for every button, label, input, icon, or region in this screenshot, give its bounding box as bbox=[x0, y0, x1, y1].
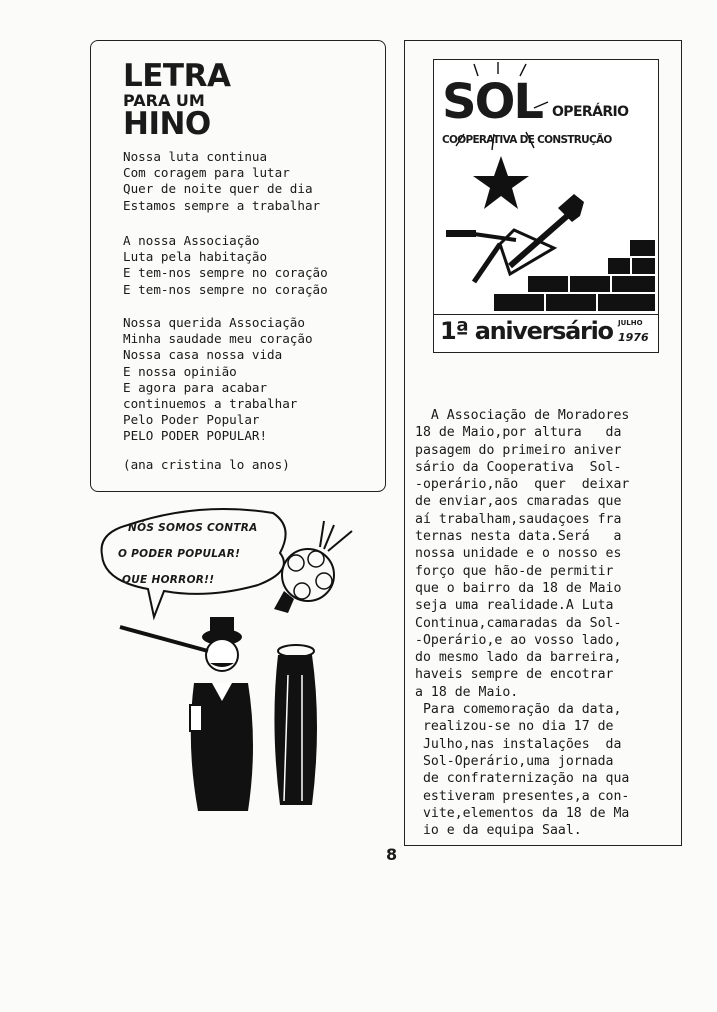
anniversary-label: 1ª aniversário bbox=[440, 317, 613, 345]
man-figure bbox=[120, 617, 253, 811]
poem-line: Nossa casa nossa vida bbox=[123, 347, 283, 363]
article-line: Sol-Operário,uma jornada bbox=[415, 753, 614, 769]
poem-line: E agora para acabar bbox=[123, 379, 268, 395]
logo-name-suffix: OPERÁRIO bbox=[552, 104, 629, 120]
article-line: nossa unidade e o nosso es bbox=[415, 546, 622, 562]
poem-line: PELO PODER POPULAR! bbox=[123, 428, 268, 444]
poem-line: Pelo Poder Popular bbox=[123, 412, 260, 428]
logo-subtitle: COOPERATIVA DE CONSTRUÇÃO bbox=[442, 134, 612, 146]
anniversary-banner bbox=[434, 314, 658, 352]
article-line: que o bairro da 18 de Maio bbox=[415, 580, 622, 596]
poem-line: Estamos sempre a trabalhar bbox=[123, 197, 321, 213]
article-line: forço que hão-de permitir bbox=[415, 563, 614, 579]
poem-stanza-2 bbox=[123, 233, 328, 298]
article-line: do mesmo lado da barreira, bbox=[415, 650, 622, 666]
poem-title bbox=[123, 58, 231, 142]
logo-name: SOL bbox=[442, 74, 542, 130]
poem-line: Nossa luta continua bbox=[123, 149, 268, 164]
poem-line: Quer de noite quer de dia bbox=[123, 181, 313, 197]
article-text bbox=[415, 407, 677, 839]
poem-line: Com coragem para lutar bbox=[123, 165, 290, 181]
news-box bbox=[404, 40, 682, 846]
bubble-line-3: QUE HORROR!! bbox=[122, 574, 215, 586]
poem-line: E nossa opinião bbox=[123, 363, 237, 379]
poem-line: A nossa Associação bbox=[123, 233, 260, 248]
article-line: Continua,camaradas da Sol- bbox=[415, 615, 622, 631]
poem-line: E tem-nos sempre no coração bbox=[123, 265, 328, 281]
article-line: a 18 de Maio. bbox=[415, 684, 519, 700]
poem-title-line2: PARA UM bbox=[123, 91, 205, 110]
poem-line: Minha saudade meu coração bbox=[123, 331, 313, 347]
woman-figure bbox=[274, 521, 352, 805]
poem-title-line3: HINO bbox=[123, 106, 211, 142]
poem-line: E tem-nos sempre no coração bbox=[123, 281, 328, 297]
article-line: pasagem do primeiro aniver bbox=[415, 442, 622, 458]
article-line: sário da Cooperativa Sol- bbox=[415, 459, 622, 475]
article-line: aí trabalham,saudaçoes fra bbox=[415, 511, 622, 527]
poem-stanza-1 bbox=[123, 149, 320, 214]
article-line: Para comemoração da data, bbox=[415, 702, 622, 718]
poem-title-line1: LETRA bbox=[123, 58, 231, 94]
poem-line: Luta pela habitação bbox=[123, 249, 268, 265]
poem-stanza-3 bbox=[123, 315, 313, 445]
page-number: 8 bbox=[386, 845, 398, 864]
article-line: ternas nesta data.Será a bbox=[415, 529, 622, 545]
poem-line: continuemos a trabalhar bbox=[123, 396, 298, 412]
article-line: -operário,não quer deixar bbox=[415, 477, 630, 493]
article-line: 18 de Maio,por altura da bbox=[415, 425, 622, 441]
anniversary-year: 1976 bbox=[618, 331, 649, 344]
article-line: io e da equipa Saal. bbox=[415, 823, 582, 839]
hammer-icon bbox=[510, 194, 584, 266]
article-line: Julho,nas instalações da bbox=[415, 736, 622, 752]
article-line: haveis sempre de encotrar bbox=[415, 667, 614, 683]
star-icon bbox=[473, 156, 529, 209]
poem-line: Nossa querida Associação bbox=[123, 315, 305, 330]
bubble-line-2: O PODER POPULAR! bbox=[118, 548, 241, 560]
sol-operario-logo bbox=[433, 59, 659, 353]
poem-box bbox=[90, 40, 386, 492]
bubble-line-1: NÓS SOMOS CONTRA bbox=[128, 522, 258, 534]
poem-author: (ana cristina lo anos) bbox=[123, 457, 290, 472]
anniversary-month: JULHO bbox=[618, 319, 643, 327]
article-line: de confraternização na qua bbox=[415, 771, 630, 787]
article-line: realizou-se no dia 17 de bbox=[415, 719, 614, 735]
article-line: estiveram presentes,a con- bbox=[415, 788, 630, 804]
bricks-icon bbox=[494, 240, 655, 311]
article-line: -Operário,e ao vosso lado, bbox=[415, 632, 622, 648]
article-line: de enviar,aos cmaradas que bbox=[415, 494, 622, 510]
article-line: vite,elementos da 18 de Ma bbox=[415, 805, 630, 821]
article-line: A Associação de Moradores bbox=[415, 408, 630, 423]
article-line: seja uma realidade.A Luta bbox=[415, 598, 614, 614]
